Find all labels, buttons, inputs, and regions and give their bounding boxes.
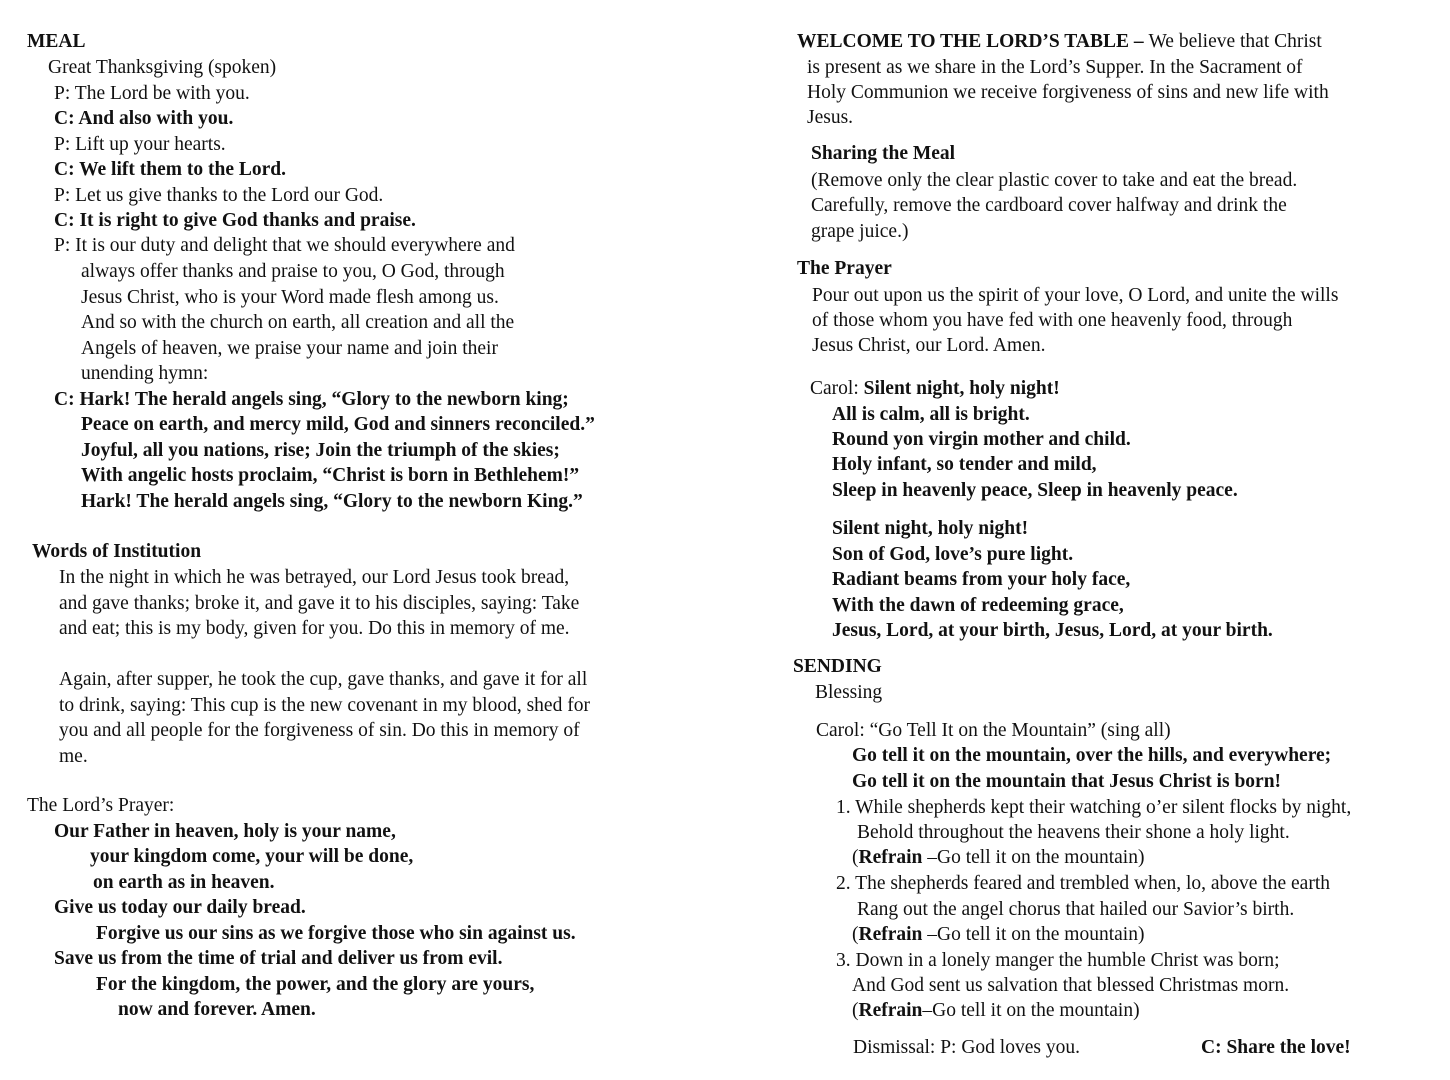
welcome-dash: – [1128, 31, 1149, 52]
hymn-line: Peace on earth, and mercy mild, God and sinners reconciled.” [81, 414, 595, 435]
refrain-cue: (Refrain –Go tell it on the mountain) [852, 847, 1145, 868]
sending-heading: SENDING [793, 656, 882, 677]
dialogue-line: C: It is right to give God thanks and praise. [54, 210, 416, 231]
verse-number: 3. [836, 950, 856, 971]
institution-line: you and all people for the forgiveness of sin. Do this in memory of [59, 720, 580, 741]
verse-text: Down in a lonely manger the humble Christ was born; [855, 950, 1280, 971]
verse-number: 2. [836, 873, 856, 894]
dialogue-line: P: Let us give thanks to the Lord our God. [54, 185, 384, 206]
lords-prayer-heading: The Lord’s Prayer: [27, 795, 175, 816]
verse-line [836, 951, 1280, 971]
carol-line: Son of God, love’s pure light. [832, 544, 1074, 565]
carol-intro: Carol: “Go Tell It on the Mountain” (sing all) [816, 720, 1171, 741]
verse-line: Behold throughout the heavens their shone a holy light. [857, 822, 1290, 843]
preface-line: always offer thanks and praise to you, O God, through [81, 261, 505, 282]
welcome-text-start: We believe that Christ [1148, 31, 1322, 52]
sharing-line: (Remove only the clear plastic cover to take and eat the bread. [811, 170, 1298, 191]
preface-line: And so with the church on earth, all creation and all the [81, 312, 515, 333]
dialogue-line: C: We lift them to the Lord. [54, 159, 286, 180]
carol-line: Silent night, holy night! [863, 378, 1060, 399]
sharing-line: Carefully, remove the cardboard cover halfway and drink the [811, 195, 1287, 216]
prayer-line: Save us from the time of trial and deliver us from evil. [54, 948, 503, 969]
verse-number: 1. [836, 797, 856, 818]
hymn-line: Joyful, all you nations, rise; Join the triumph of the skies; [81, 440, 560, 461]
carol-line: Jesus, Lord, at your birth, Jesus, Lord, at your birth. [832, 620, 1273, 641]
preface-line: Angels of heaven, we praise your name and join their [81, 338, 498, 359]
dialogue-line: P: Lift up your hearts. [54, 134, 226, 155]
dismissal-response: C: Share the love! [1201, 1037, 1351, 1058]
verse-line: And God sent us salvation that blessed Christmas morn. [852, 975, 1290, 996]
hymn-line: C: Hark! The herald angels sing, “Glory to the newborn king; [54, 389, 569, 410]
refrain-cue-text: –Go tell it on the mountain) [922, 1000, 1140, 1021]
carol-line: Radiant beams from your holy face, [832, 569, 1131, 590]
refrain-line: Go tell it on the mountain, over the hills, and everywhere; [852, 745, 1332, 766]
carol-line: Holy infant, so tender and mild, [832, 454, 1097, 475]
carol-line: Round yon virgin mother and child. [832, 429, 1131, 450]
words-of-institution-heading: Words of Institution [32, 541, 202, 562]
prayer-line: For the kingdom, the power, and the glory are yours, [96, 974, 535, 995]
dismissal-label: Dismissal: P: God loves you. [853, 1037, 1080, 1058]
hymn-line: Hark! The herald angels sing, “Glory to the newborn King.” [81, 491, 583, 512]
carol-line: All is calm, all is bright. [832, 404, 1030, 425]
refrain-line: Go tell it on the mountain that Jesus Christ is born! [852, 771, 1282, 792]
prayer-line: on earth as in heaven. [93, 872, 275, 893]
refrain-cue-text: –Go tell it on the mountain) [922, 847, 1145, 868]
verse-text: The shepherds feared and trembled when, lo, above the earth [855, 873, 1331, 894]
sharing-line: grape juice.) [811, 221, 909, 242]
hymn-line: With angelic hosts proclaim, “Christ is born in Bethlehem!” [81, 465, 580, 486]
institution-line: In the night in which he was betrayed, our Lord Jesus took bread, [59, 567, 570, 588]
preface-line: Jesus Christ, who is your Word made flesh among us. [81, 287, 499, 308]
welcome-heading: WELCOME TO THE LORD’S TABLE [797, 31, 1129, 52]
the-prayer-heading: The Prayer [797, 258, 892, 279]
carol-label: Carol: [810, 378, 864, 399]
verse-line: Rang out the angel chorus that hailed our Savior’s birth. [857, 899, 1295, 920]
prayer-line: Forgive us our sins as we forgive those who sin against us. [96, 923, 576, 944]
great-thanksgiving-label: Great Thanksgiving (spoken) [48, 57, 277, 78]
refrain-cue: (Refrain –Go tell it on the mountain) [852, 924, 1145, 945]
prayer-line: Give us today our daily bread. [54, 897, 306, 918]
dialogue-line: C: And also with you. [54, 108, 234, 129]
welcome-first-line [797, 32, 1322, 52]
carol-line: With the dawn of redeeming grace, [832, 595, 1124, 616]
refrain-cue: (Refrain–Go tell it on the mountain) [852, 1000, 1140, 1021]
refrain-cue-text: –Go tell it on the mountain) [922, 924, 1145, 945]
verse-text: While shepherds kept their watching o’er silent flocks by night, [855, 797, 1352, 818]
carol-first-line [810, 379, 1060, 399]
prayer-text-line: Jesus Christ, our Lord. Amen. [812, 335, 1046, 356]
welcome-line: Holy Communion we receive forgiveness of sins and new life with [807, 82, 1329, 103]
sharing-meal-heading: Sharing the Meal [811, 143, 956, 164]
carol-line: Silent night, holy night! [832, 518, 1029, 539]
prayer-line: now and forever. Amen. [118, 999, 316, 1020]
verse-line [836, 874, 1330, 894]
refrain-label: Refrain [858, 1000, 923, 1021]
verse-line [836, 798, 1351, 818]
refrain-label: Refrain [858, 924, 923, 945]
prayer-line: Our Father in heaven, holy is your name, [54, 821, 396, 842]
preface-line: P: It is our duty and delight that we should everywhere and [54, 235, 515, 256]
meal-heading: MEAL [27, 31, 86, 52]
dialogue-line: P: The Lord be with you. [54, 83, 250, 104]
welcome-line: is present as we share in the Lord’s Supper. In the Sacrament of [807, 57, 1303, 78]
welcome-line: Jesus. [807, 107, 854, 128]
institution-line: Again, after supper, he took the cup, gave thanks, and gave it for all [59, 669, 588, 690]
institution-line: and gave thanks; broke it, and gave it to his disciples, saying: Take [59, 593, 580, 614]
prayer-text-line: Pour out upon us the spirit of your love, O Lord, and unite the wills [812, 285, 1339, 306]
institution-line: to drink, saying: This cup is the new covenant in my blood, shed for [59, 695, 590, 716]
institution-line: me. [59, 746, 88, 767]
preface-line: unending hymn: [81, 363, 209, 384]
blessing-label: Blessing [815, 682, 883, 703]
carol-line: Sleep in heavenly peace, Sleep in heavenly peace. [832, 480, 1238, 501]
prayer-text-line: of those whom you have fed with one heavenly food, through [812, 310, 1293, 331]
prayer-line: your kingdom come, your will be done, [90, 846, 414, 867]
refrain-label: Refrain [858, 847, 923, 868]
institution-line: and eat; this is my body, given for you. Do this in memory of me. [59, 618, 570, 639]
